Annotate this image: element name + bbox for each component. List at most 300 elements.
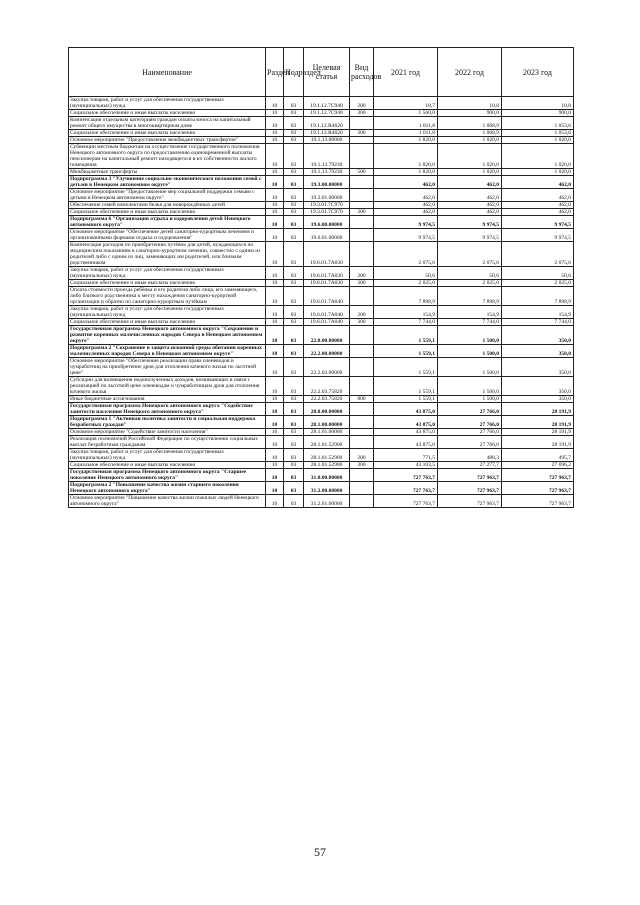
cell-target: 19.3.01.7С970 [304,209,350,216]
cell-2021: 43 103,5 [374,462,438,469]
cell-section: 10 [266,449,284,462]
cell-2023: 900,0 [502,110,574,117]
cell-exptype [350,482,374,495]
cell-2021: 2 025,0 [374,280,438,287]
cell-subsection: 03 [284,449,304,462]
cell-subsection: 03 [284,130,304,137]
cell-subsection: 03 [284,229,304,242]
cell-target: 28.0.00.00000 [304,403,350,416]
cell-2022: 727 963,7 [438,469,502,482]
cell-name: Закупка товаров, работ и услуг для обеспечения государственных (муниципальных) нужд [69,267,266,280]
cell-section: 10 [266,110,284,117]
cell-target: 19.1.13.79230 [304,144,350,169]
table-row [69,377,574,396]
cell-subsection: 03 [284,280,304,287]
cell-section: 10 [266,137,284,144]
cell-target: 28.1.00.00000 [304,416,350,429]
cell-2022: 1 068,9 [438,130,502,137]
cell-name: Подпрограмма 3 "Улучшение социально-экономического положения семей с детьми в Ненецком автономном округе" [69,176,266,189]
cell-subsection: 03 [284,429,304,436]
cell-exptype [350,189,374,202]
cell-name: Закупка товаров, работ и услуг для обеспечения государственных (муниципальных) нужд [69,97,266,110]
cell-exptype: 300 [350,280,374,287]
cell-name: Основное мероприятие "Содействие занятости населения" [69,429,266,436]
cell-2023: 1 020,0 [502,169,574,176]
cell-2021: 2 075,6 [374,242,438,267]
cell-2022: 1 020,0 [438,169,502,176]
cell-exptype: 300 [350,110,374,117]
cell-exptype [350,469,374,482]
cell-target: 31.0.00.00000 [304,469,350,482]
cell-name: Закупка товаров, работ и услуг для обеспечения государственных (муниципальных) нужд [69,449,266,462]
table-row [69,242,574,267]
cell-2023: 9 974,5 [502,216,574,229]
cell-target: 19.6.01.7А030 [304,280,350,287]
cell-2023: 1 020,0 [502,144,574,169]
cell-exptype: 300 [350,462,374,469]
cell-2022: 27 766,0 [438,436,502,449]
cell-2022: 1 500,0 [438,326,502,345]
cell-2023: 27 696,2 [502,462,574,469]
cell-2022: 27 766,0 [438,403,502,416]
cell-2022: 10,8 [438,97,502,110]
table-row [69,358,574,377]
table-row [69,137,574,144]
cell-2023: 154,9 [502,306,574,319]
cell-exptype [350,436,374,449]
cell-subsection: 03 [284,137,304,144]
cell-2023: 7 744,0 [502,319,574,326]
cell-exptype [350,403,374,416]
table-row [69,449,574,462]
cell-2021: 1 560,0 [374,110,438,117]
cell-2022: 154,9 [438,306,502,319]
cell-2023: 2 075,6 [502,242,574,267]
cell-target: 19.6.01.7А030 [304,267,350,280]
cell-section: 10 [266,319,284,326]
cell-subsection: 03 [284,176,304,189]
table-header-row [69,48,574,97]
cell-2023: 350,0 [502,345,574,358]
table-row [69,326,574,345]
cell-section: 10 [266,216,284,229]
cell-subsection: 03 [284,209,304,216]
table-row [69,287,574,306]
cell-exptype [350,216,374,229]
cell-subsection: 03 [284,495,304,508]
cell-name: Подпрограмма 2 "Сохранение и защита исконной среды обитания коренных малочисленных народов Севера в Ненецком автономном округе" [69,345,266,358]
cell-section: 10 [266,403,284,416]
cell-2021: 462,0 [374,189,438,202]
cell-2021: 1 559,1 [374,326,438,345]
cell-2021: 1 011,8 [374,117,438,130]
cell-2021: 7 898,9 [374,287,438,306]
table-row [69,429,574,436]
cell-subsection: 03 [284,97,304,110]
cell-section: 10 [266,280,284,287]
cell-2021: 1 820,0 [374,144,438,169]
cell-exptype [350,137,374,144]
table-row [69,403,574,416]
cell-2022: 462,0 [438,202,502,209]
cell-2023: 7 898,9 [502,287,574,306]
cell-2021: 7 744,0 [374,319,438,326]
cell-name: Оплата стоимости проезда ребёнка и его родителя либо лица, его заменяющего, либо близкого родственника к месту нахождения санаторно-курортной организации и обратно по санаторно-курортным путёвкам [69,287,266,306]
cell-2023: 462,0 [502,189,574,202]
cell-2022: 27 277,7 [438,462,502,469]
cell-2023: 727 963,7 [502,482,574,495]
table-row [69,117,574,130]
cell-2022: 7 898,9 [438,287,502,306]
cell-target: 28.1.01.00000 [304,429,350,436]
cell-section: 10 [266,229,284,242]
cell-section: 10 [266,416,284,429]
cell-2022: 900,0 [438,110,502,117]
cell-target: 22.2.03.00000 [304,358,350,377]
cell-2022: 462,0 [438,209,502,216]
cell-subsection: 03 [284,169,304,176]
cell-section: 10 [266,482,284,495]
cell-section: 10 [266,169,284,176]
cell-section: 10 [266,469,284,482]
table-body [69,97,574,508]
cell-2023: 350,0 [502,396,574,403]
cell-subsection: 03 [284,416,304,429]
cell-subsection: 03 [284,436,304,449]
cell-exptype: 800 [350,396,374,403]
cell-exptype: 200 [350,306,374,319]
cell-2023: 350,0 [502,377,574,396]
cell-section: 10 [266,209,284,216]
cell-2022: 462,0 [438,189,502,202]
cell-2021: 43 875,0 [374,416,438,429]
cell-section: 10 [266,358,284,377]
cell-name: Социальное обеспечение и иные выплаты населению [69,130,266,137]
cell-target: 19.6.00.00000 [304,216,350,229]
cell-exptype [350,495,374,508]
table-row [69,482,574,495]
cell-exptype: 200 [350,449,374,462]
table-row [69,189,574,202]
cell-name: Государственная программа Ненецкого автономного округа "Старшее поколение Ненецкого автономного округа" [69,469,266,482]
cell-name: Социальное обеспечение и иные выплаты населению [69,209,266,216]
cell-section: 10 [266,429,284,436]
cell-target: 19.1.12.7С940 [304,110,350,117]
table-row [69,202,574,209]
table-row [69,495,574,508]
cell-target: 22.2.03.75820 [304,396,350,403]
cell-section: 10 [266,130,284,137]
table-row [69,306,574,319]
table-row [69,209,574,216]
cell-2021: 18,7 [374,97,438,110]
cell-section: 10 [266,306,284,319]
cell-section: 10 [266,495,284,508]
cell-2022: 1 500,0 [438,358,502,377]
cell-exptype [350,242,374,267]
cell-2021: 1 559,1 [374,396,438,403]
cell-name: Основное мероприятие "Обеспечение детей санаторно-курортным лечением и организованными формами отдыха и оздоровления" [69,229,266,242]
cell-subsection: 03 [284,319,304,326]
cell-name: Компенсация отдельным категориям граждан оплаты взноса на капитальный ремонт общего имущества в многоквартирном доме [69,117,266,130]
cell-exptype [350,416,374,429]
cell-subsection: 03 [284,117,304,130]
cell-name: Реализация полномочий Российской Федерации по осуществлению социальных выплат безработным гражданам [69,436,266,449]
cell-target: 19.6.01.7А040 [304,319,350,326]
table-row [69,280,574,287]
cell-name: Компенсация расходов по приобретению путёвок для детей, нуждающихся по медицинским показаниям в санаторно-курортном лечении, совместно с одним из родителей либо с одним из лиц, заменяющих им родителей, или близким родственником [69,242,266,267]
cell-name: Подпрограмма 6 "Организация отдыха и оздоровления детей Ненецкого автономного округа" [69,216,266,229]
cell-target: 19.1.13.79230 [304,169,350,176]
cell-2023: 10,8 [502,97,574,110]
cell-subsection: 03 [284,110,304,117]
table-row [69,97,574,110]
cell-subsection: 03 [284,469,304,482]
header-subsection: Подраздел [284,48,304,97]
cell-target: 22.2.00.00000 [304,345,350,358]
table-row [69,436,574,449]
header-2021: 2021 год [374,48,438,97]
cell-section: 10 [266,202,284,209]
cell-2023: 727 963,7 [502,469,574,482]
cell-2022: 9 974,5 [438,229,502,242]
cell-2022: 727 963,7 [438,482,502,495]
cell-name: Иные бюджетные ассигнования [69,396,266,403]
cell-target: 31.2.00.00000 [304,482,350,495]
cell-2021: 43 875,0 [374,429,438,436]
cell-subsection: 03 [284,144,304,169]
cell-exptype [350,358,374,377]
cell-2022: 2 075,6 [438,242,502,267]
cell-subsection: 03 [284,482,304,495]
cell-exptype: 200 [350,97,374,110]
cell-section: 10 [266,396,284,403]
budget-table [68,47,574,508]
cell-2023: 2 025,0 [502,280,574,287]
cell-2022: 462,0 [438,176,502,189]
table-row [69,144,574,169]
cell-2021: 1 559,1 [374,377,438,396]
cell-target: 31.2.01.00000 [304,495,350,508]
cell-section: 10 [266,117,284,130]
cell-name: Межбюджетные трансферты [69,169,266,176]
cell-name: Основное мероприятие "Повышение качества жизни пожилых людей Ненецкого автономного округа" [69,495,266,508]
cell-2023: 28 191,9 [502,429,574,436]
cell-exptype [350,287,374,306]
cell-name: Социальное обеспечение и иные выплаты населению [69,462,266,469]
cell-2023: 28 191,9 [502,436,574,449]
cell-2023: 462,0 [502,202,574,209]
cell-2023: 1 020,0 [502,137,574,144]
cell-2022: 50,6 [438,267,502,280]
cell-name: Закупка товаров, работ и услуг для обеспечения государственных (муниципальных) нужд [69,306,266,319]
cell-2023: 1 053,6 [502,117,574,130]
cell-target: 22.0.00.00000 [304,326,350,345]
cell-2022: 1 500,0 [438,377,502,396]
cell-subsection: 03 [284,326,304,345]
cell-section: 10 [266,287,284,306]
header-2022: 2022 год [438,48,502,97]
cell-target: 19.6.01.7А040 [304,287,350,306]
cell-2021: 154,9 [374,306,438,319]
cell-2022: 1 500,0 [438,396,502,403]
header-2023: 2023 год [502,48,574,97]
cell-name: Социальное обеспечение и иные выплаты населению [69,110,266,117]
header-name: Наименование [69,48,266,97]
cell-2023: 462,0 [502,176,574,189]
cell-2022: 27 766,0 [438,416,502,429]
cell-section: 10 [266,345,284,358]
cell-subsection: 03 [284,403,304,416]
cell-subsection: 03 [284,216,304,229]
cell-name: Государственная программа Ненецкого автономного округа "Сохранение и развитие коренных малочисленных народов Севера в Ненецком автономном округе" [69,326,266,345]
cell-section: 10 [266,189,284,202]
cell-2021: 1 820,0 [374,137,438,144]
cell-name: Государственная программа Ненецкого автономного округа "Содействие занятости населения Ненецкого автономного округа" [69,403,266,416]
header-exptype: Вид расходов [350,48,374,97]
cell-2022: 27 766,0 [438,429,502,436]
cell-2021: 462,0 [374,209,438,216]
cell-2023: 350,0 [502,358,574,377]
cell-2022: 1 068,9 [438,117,502,130]
cell-2022: 1 500,0 [438,345,502,358]
header-target: Целевая статья [304,48,350,97]
cell-subsection: 03 [284,358,304,377]
table-row [69,169,574,176]
cell-exptype [350,345,374,358]
table-row [69,319,574,326]
cell-exptype: 200 [350,267,374,280]
cell-exptype: 500 [350,169,374,176]
cell-subsection: 03 [284,189,304,202]
table-row [69,267,574,280]
cell-name: Подпрограмма 2 "Повышение качества жизни старшего поколения Ненецкого автономного округа" [69,482,266,495]
cell-2021: 771,5 [374,449,438,462]
cell-target: 22.2.03.75820 [304,377,350,396]
cell-2023: 9 974,5 [502,229,574,242]
cell-target: 19.1.12.R4620 [304,130,350,137]
cell-2023: 28 191,9 [502,403,574,416]
table-row [69,130,574,137]
cell-subsection: 03 [284,267,304,280]
table-row [69,345,574,358]
cell-target: 19.3.01.00000 [304,189,350,202]
cell-exptype: 300 [350,209,374,216]
table-row [69,469,574,482]
cell-2021: 9 974,5 [374,229,438,242]
cell-2021: 43 875,0 [374,403,438,416]
cell-target: 19.1.12.7С940 [304,97,350,110]
cell-2021: 1 559,1 [374,358,438,377]
page-number: 57 [314,845,326,859]
cell-name: Субвенции местным бюджетам на осуществление государственного полномочия Ненецкого автономного округа по предоставлению единовременной выплаты пенсионерам на капитальный ремонт находящегося в их собственности жилого помещения [69,144,266,169]
cell-target: 28.1.01.52900 [304,449,350,462]
cell-section: 10 [266,326,284,345]
cell-section: 10 [266,377,284,396]
table-row [69,216,574,229]
cell-target: 28.1.01.52900 [304,436,350,449]
cell-2021: 1 820,0 [374,169,438,176]
cell-2021: 462,0 [374,176,438,189]
cell-subsection: 03 [284,462,304,469]
cell-2022: 1 020,0 [438,137,502,144]
cell-2023: 495,7 [502,449,574,462]
cell-target: 19.1.12.R4620 [304,117,350,130]
cell-subsection: 03 [284,345,304,358]
cell-exptype [350,326,374,345]
cell-exptype: 300 [350,319,374,326]
header-section: Раздел [266,48,284,97]
cell-2021: 462,0 [374,202,438,209]
cell-2022: 7 744,0 [438,319,502,326]
cell-exptype [350,202,374,209]
cell-section: 10 [266,462,284,469]
cell-subsection: 03 [284,242,304,267]
table-row [69,176,574,189]
cell-subsection: 03 [284,287,304,306]
cell-section: 10 [266,97,284,110]
cell-subsection: 03 [284,202,304,209]
cell-2023: 350,0 [502,326,574,345]
cell-target: 19.1.13.00000 [304,137,350,144]
cell-subsection: 03 [284,306,304,319]
cell-section: 10 [266,176,284,189]
cell-2023: 28 191,9 [502,416,574,429]
cell-name: Обеспечение семей комплектами белья для новорождённых детей [69,202,266,209]
table-row [69,462,574,469]
cell-exptype [350,176,374,189]
cell-2021: 727 763,7 [374,482,438,495]
budget-table-sheet [68,47,573,508]
cell-2022: 9 974,5 [438,216,502,229]
table-row [69,396,574,403]
cell-section: 10 [266,144,284,169]
table-row [69,110,574,117]
cell-2021: 43 875,0 [374,436,438,449]
cell-2021: 727 763,7 [374,495,438,508]
cell-section: 10 [266,436,284,449]
cell-2023: 727 963,7 [502,495,574,508]
cell-2022: 2 025,0 [438,280,502,287]
cell-2021: 1 559,1 [374,345,438,358]
cell-target: 28.1.01.52900 [304,462,350,469]
cell-name: Подпрограмма 1 "Активная политика занятости и социальная поддержка безработных граждан" [69,416,266,429]
cell-target: 19.6.01.00000 [304,229,350,242]
cell-exptype [350,429,374,436]
cell-target: 19.6.01.7А040 [304,306,350,319]
cell-section: 10 [266,267,284,280]
cell-name: Социальное обеспечение и иные выплаты населению [69,319,266,326]
table-row [69,229,574,242]
cell-name: Основное мероприятие "Предоставление мер социальной поддержки семьям с детьми в Ненецком автономном округе" [69,189,266,202]
cell-2023: 462,0 [502,209,574,216]
cell-exptype [350,144,374,169]
cell-name: Основное мероприятие "Предоставление межбюджетных трансфертов" [69,137,266,144]
cell-name: Субсидии для возмещения недополученных доходов, возникающих в связи с реализацией по льготной цене оленеводам и чумработницам дров для отопления кочевого жилья [69,377,266,396]
cell-2021: 727 763,7 [374,469,438,482]
cell-subsection: 03 [284,396,304,403]
cell-2022: 488,3 [438,449,502,462]
cell-2023: 50,6 [502,267,574,280]
cell-name: Основное мероприятие "Обеспечение реализации права оленеводов и чумработниц на приобретение дров для отопления кочевого жилья по льготной цене" [69,358,266,377]
cell-target: 19.3.00.00000 [304,176,350,189]
cell-subsection: 03 [284,377,304,396]
cell-exptype [350,117,374,130]
table-row [69,416,574,429]
cell-2021: 50,6 [374,267,438,280]
cell-name: Социальное обеспечение и иные выплаты населению [69,280,266,287]
cell-target: 19.3.01.7С970 [304,202,350,209]
